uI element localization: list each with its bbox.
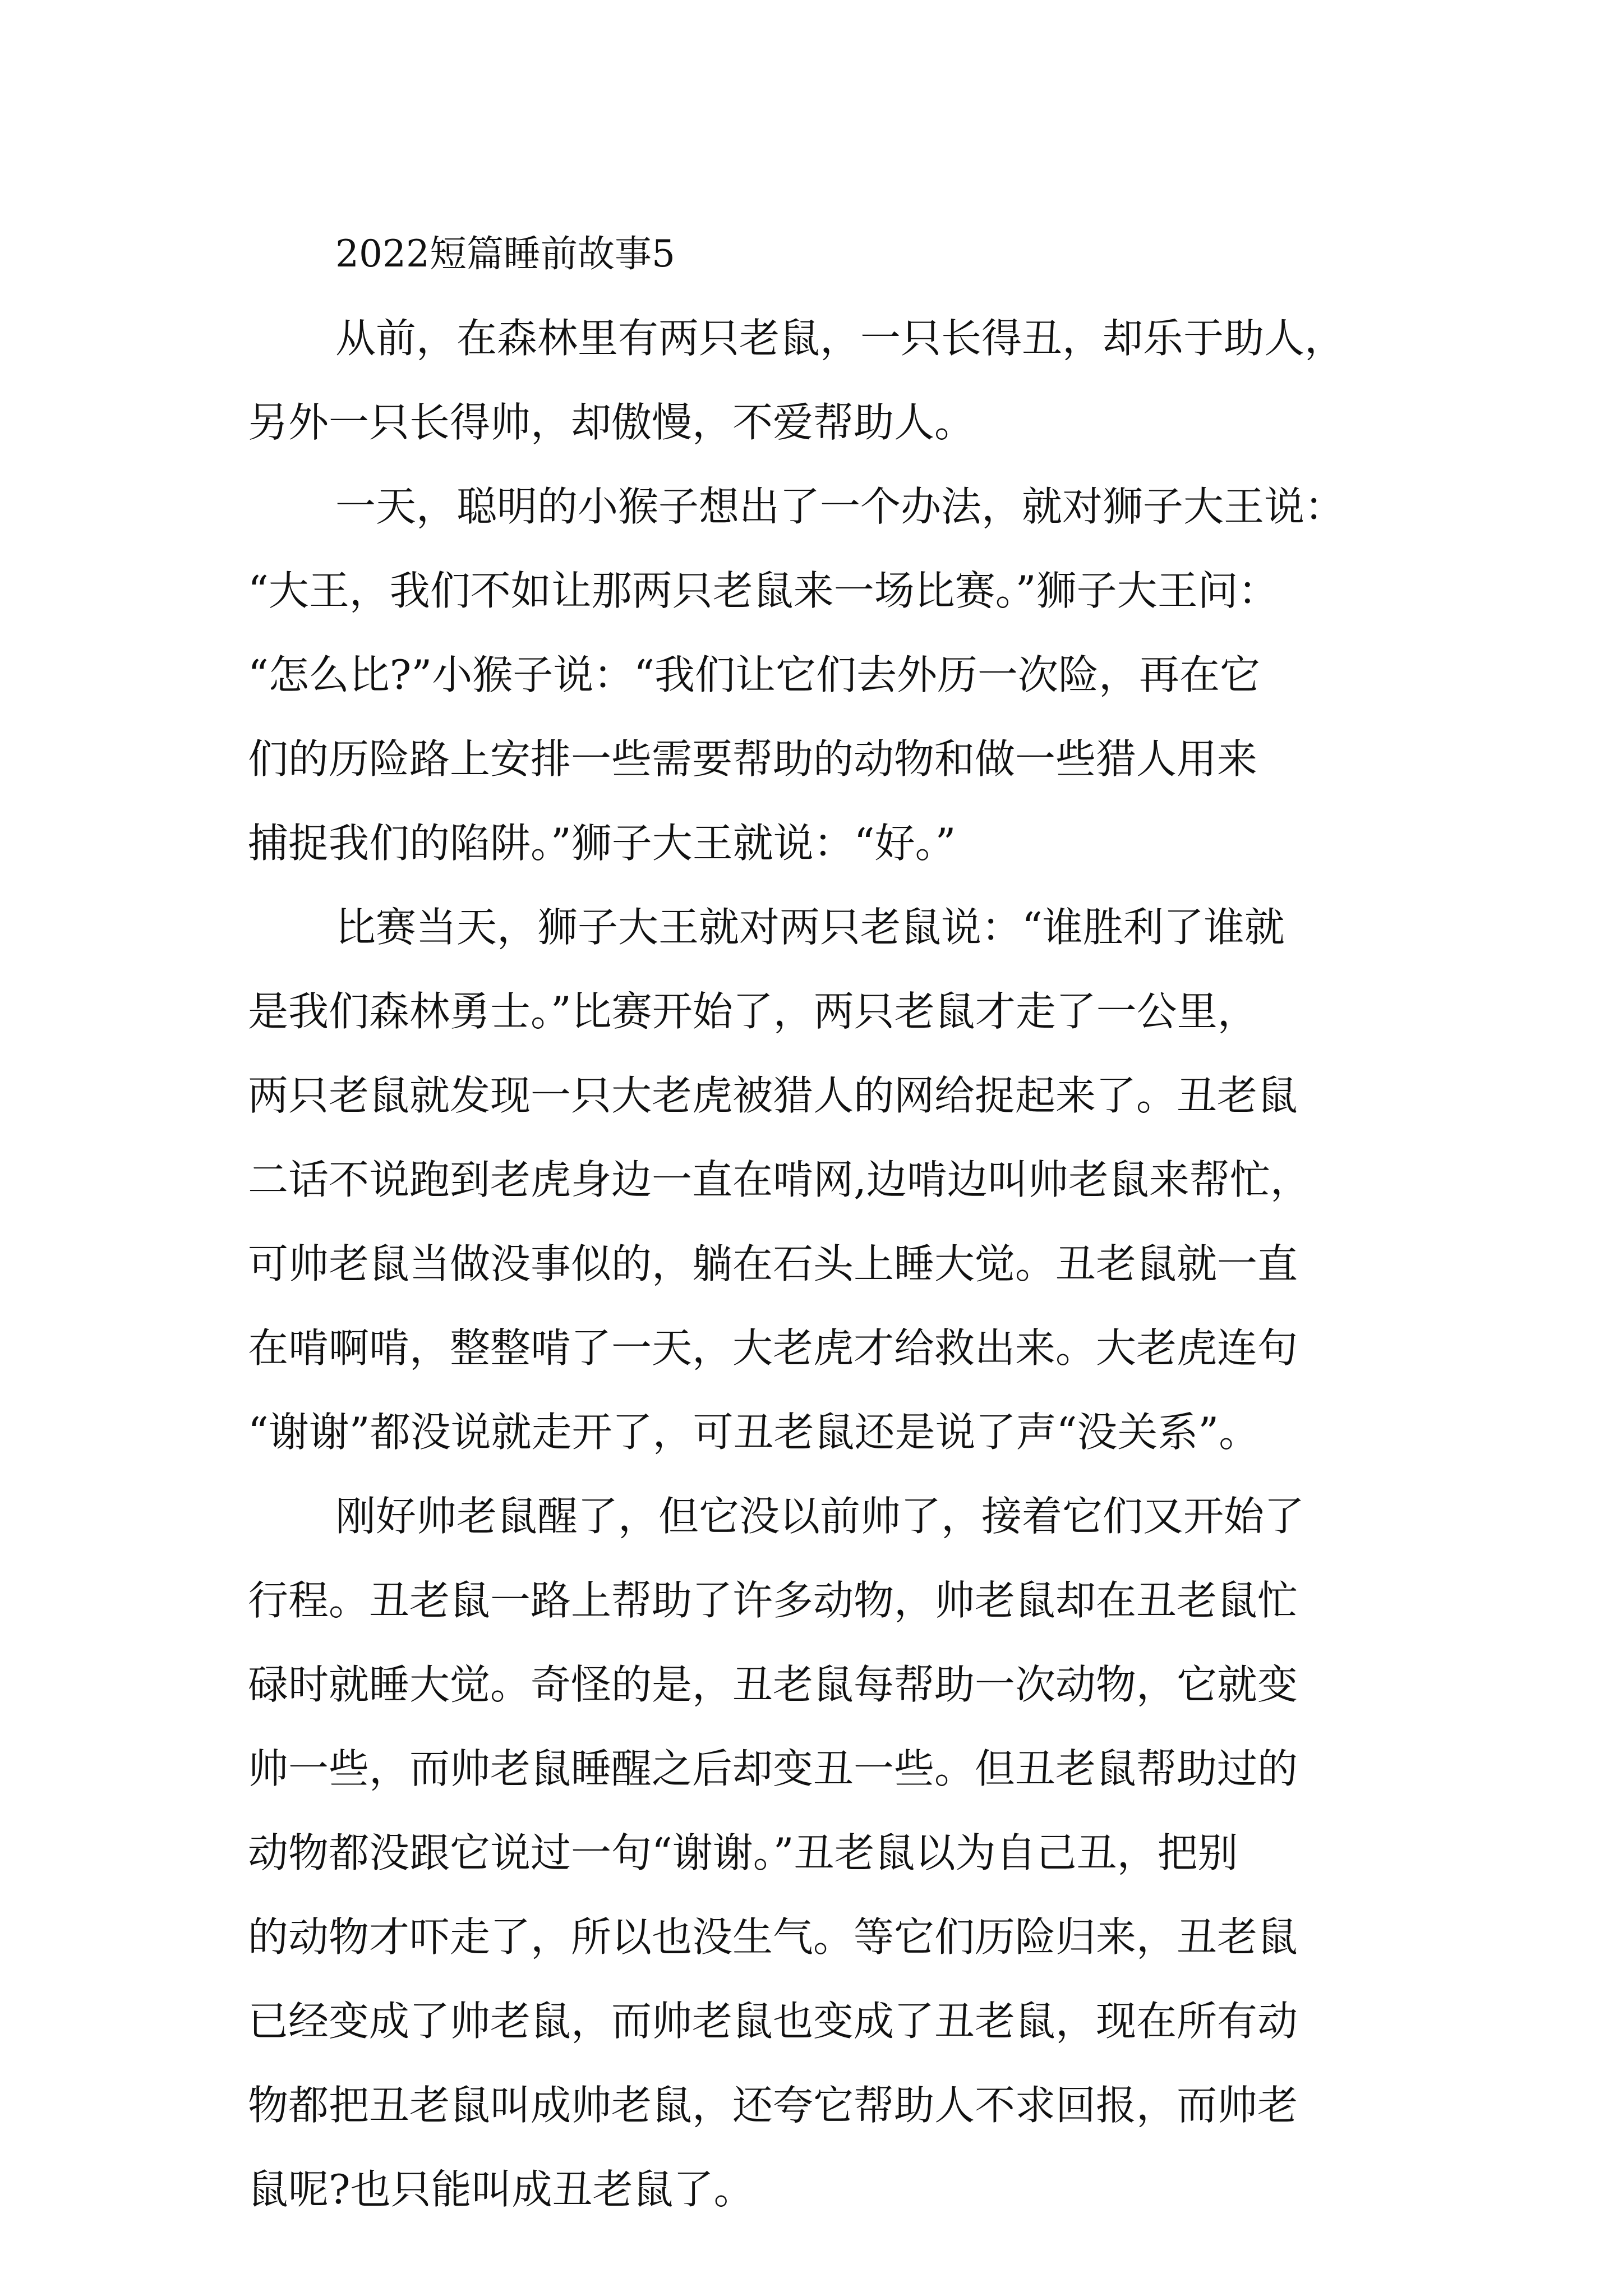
text-line: 碌时就睡大觉。奇怪的是，丑老鼠每帮助一次动物，它就变	[248, 1661, 1298, 1708]
text-line: 刚好帅老鼠醒了，但它没以前帅了，接着它们又开始了	[335, 1493, 1305, 1540]
text-line: 行程。丑老鼠一路上帮助了许多动物，帅老鼠却在丑老鼠忙	[248, 1577, 1298, 1624]
text-line: 帅一些，而帅老鼠睡醒之后却变丑一些。但丑老鼠帮助过的	[248, 1745, 1298, 1792]
text-line: 从前，在森林里有两只老鼠，一只长得丑，却乐于助人，	[335, 315, 1345, 362]
text-line: 物都把丑老鼠叫成帅老鼠，还夸它帮助人不求回报，而帅老	[248, 2082, 1298, 2129]
text-line: 捕捉我们的陷阱。”狮子大王就说：“好。”	[248, 820, 956, 867]
text-line: 在啃啊啃，整整啃了一天，大老虎才给救出来。大老虎连句	[248, 1324, 1298, 1372]
text-line: “谢谢”都没说就走开了，可丑老鼠还是说了声“没关系”。	[248, 1409, 1260, 1456]
text-line: 是我们森林勇士。”比赛开始了，两只老鼠才走了一公里，	[248, 988, 1258, 1035]
text-line: “大王，我们不如让那两只老鼠来一场比赛。”狮子大王问：	[248, 567, 1279, 614]
paragraph-1	[248, 296, 1414, 464]
text-line: 比赛当天，狮子大王就对两只老鼠说：“谁胜利了谁就	[335, 904, 1285, 951]
text-line: “怎么比?”小猴子说：“我们让它们去外历一次险，再在它	[248, 651, 1261, 698]
text-line: 已经变成了帅老鼠，而帅老鼠也变成了丑老鼠，现在所有动	[248, 1998, 1298, 2045]
paragraph-4	[248, 1474, 1414, 2231]
document-body	[248, 212, 1414, 2231]
text-line: 一天，聪明的小猴子想出了一个办法，就对狮子大王说：	[335, 483, 1345, 530]
text-line: 鼠呢?也只能叫成丑老鼠了。	[248, 2166, 754, 2213]
document-title: 2022短篇睡前故事5	[335, 232, 675, 275]
text-line: 另外一只长得帅，却傲慢，不爱帮助人。	[248, 399, 975, 446]
text-line: 动物都没跟它说过一句“谢谢。”丑老鼠以为自己丑，把别	[248, 1829, 1238, 1876]
text-line: 的动物才吓走了，所以也没生气。等它们历险归来，丑老鼠	[248, 1913, 1298, 1961]
text-line: 二话不说跑到老虎身边一直在啃网,边啃边叫帅老鼠来帮忙，	[248, 1156, 1311, 1203]
text-line: 两只老鼠就发现一只大老虎被猎人的网给捉起来了。丑老鼠	[248, 1072, 1298, 1119]
text-line: 可帅老鼠当做没事似的，躺在石头上睡大觉。丑老鼠就一直	[248, 1240, 1298, 1287]
paragraph-2	[248, 464, 1414, 885]
text-line: 们的历险路上安排一些需要帮助的动物和做一些猎人用来	[248, 735, 1258, 783]
paragraph-3	[248, 885, 1414, 1474]
